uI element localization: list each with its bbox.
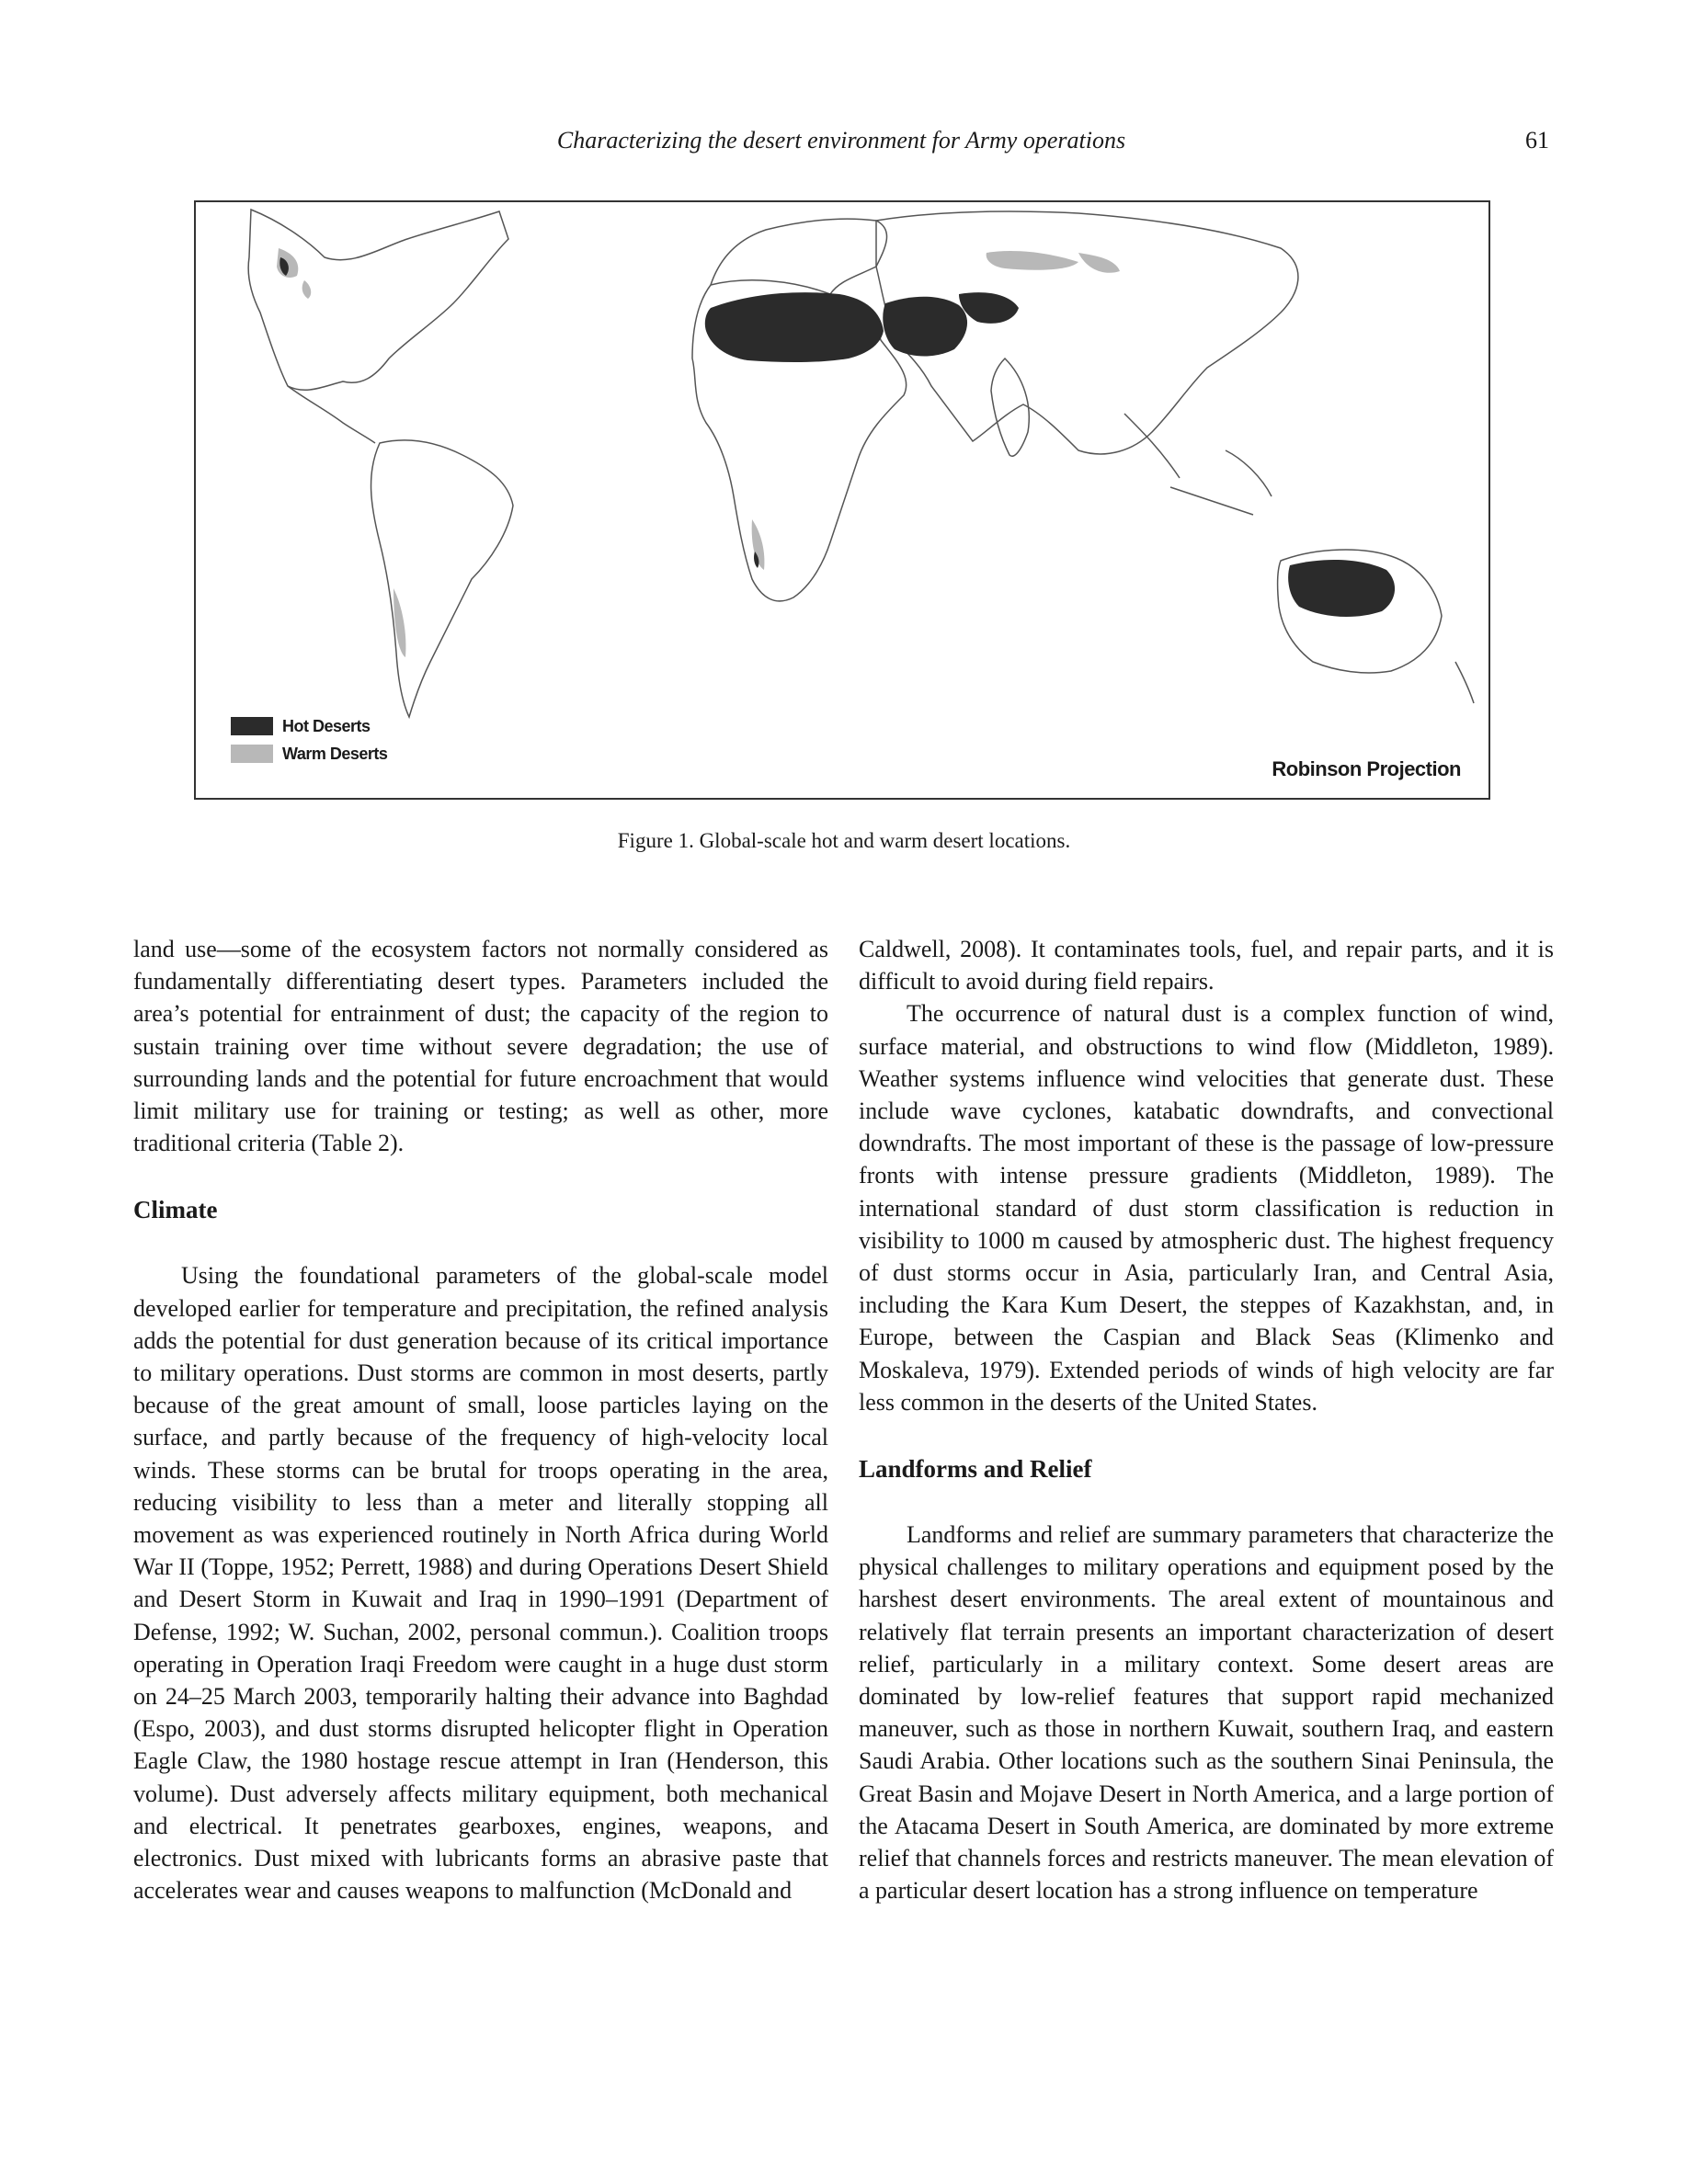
hot-desert-australia — [1288, 560, 1395, 617]
right-column — [859, 933, 1554, 1906]
hot-deserts — [279, 257, 1395, 617]
section-heading-landforms: Landforms and Relief — [859, 1455, 1092, 1484]
right-paragraph-2: The occurrence of natural dust is a complex function of wind, surface material, and obstructions to wind flow (Middleton, 1989). Weather systems influence wind velocities that generate dust. These include wave cyclones, katabatic downdrafts, and convectional downdrafts. The most important of these is the passage of low-pressure fronts with intense pressure gradients (Middleton, 1989). The international standard of dust storm classification is reduction in visibility to 1000 m caused by atmospheric dust. The highest frequency of dust storms occur in Asia, particularly Iran, and Central Asia, including the Kara Kum Desert, the steppes of Kazakhstan, and, in Europe, between the Caspian and Black Seas (Klimenko and Moskaleva, 1979). Extended periods of winds of high velocity are far less common in the deserts of the United States. — [859, 1000, 1554, 1416]
left-paragraph-2: Using the foundational parameters of the global-scale model developed earlier for temperature and precipitation, the refined analysis adds the potential for dust generation because of its critical importance to military operations. Dust storms are common in most deserts, partly because of the great amount of small, loose particles laying on the surface, and partly because of the frequency of high-velocity local winds. These storms can be brutal for troops operating in the area, reducing visibility to less than a meter and literally stopping all movement as was experienced routinely in North Africa during World War II (Toppe, 1952; Perrett, 1988) and during Operations Desert Shield and Desert Storm in Kuwait and Iraq in 1990–1991 (Department of Defense, 1992; W. Suchan, 2002, personal commun.). Coalition troops operating in Operation Iraqi Freedom were caught in a huge dust storm on 24–25 March 2003, temporarily halting their advance into Baghdad (Espo, 2003), and dust storms disrupted helicopter flight in Operation Eagle Claw, the 1980 hostage rescue attempt in Iran (Henderson, this volume). Dust adversely affects military equipment, both mechanical and electrical. It penetrates gearboxes, engines, weapons, and electronics. Dust mixed with lubricants forms an abrasive paste that accelerates wear and causes weapons to malfunction (McDonald and — [133, 1262, 828, 1905]
map-legend — [231, 712, 387, 768]
new-zealand-outline — [1455, 662, 1474, 703]
running-title: Characterizing the desert environment for Army operations — [556, 127, 1126, 154]
warm-desert-mexico — [302, 280, 312, 299]
hot-desert-arabia — [883, 297, 967, 357]
warm-desert-asia-east — [1078, 253, 1120, 273]
central-america-outline — [288, 386, 375, 443]
right-paragraph-3: Landforms and relief are summary parameters that characterize the physical challenges to military operations and equipment posed by the harshest desert environments. The areal extent of mountainous and relatively flat terrain presents an important characterization of desert relief, particularly in a military context. Some desert areas are dominated by low-relief features that support rapid mechanized maneuver, such as those in northern Kuwait, southern Iraq, and eastern Saudi Arabia. Other locations such as the southern Sinai Peninsula, the Great Basin and Mojave Desert in North America, and a large portion of the Atacama Desert in South America, are dominated by more extreme relief that channels forces and restricts maneuver. The mean elevation of a particular desert location has a strong influence on temperature — [859, 1521, 1554, 1905]
running-head — [133, 127, 1549, 164]
southeast-asia-outline — [1124, 414, 1272, 515]
hot-deserts-swatch — [231, 717, 273, 735]
legend-row-hot — [231, 712, 387, 740]
warm-deserts-label: Warm Deserts — [282, 744, 388, 763]
world-map — [196, 202, 1488, 798]
left-paragraph-1: land use—some of the ecosystem factors not normally considered as fundamentally differentiating desert types. Parameters included the area’s potential for entrainment of dust; the capacity of the region to sustain training over time without severe degradation; the use of surrounding lands and the potential for future encroachment that would limit military use for training or testing; as well as other, more traditional criteria (Table 2). — [133, 936, 828, 1157]
europe-outline — [711, 219, 887, 294]
page-number: 61 — [1525, 127, 1549, 154]
right-paragraph-1: Caldwell, 2008). It contaminates tools, fuel, and repair parts, and it is difficult to avoid during field repairs. — [859, 936, 1554, 995]
hot-desert-iran — [959, 292, 1019, 324]
projection-label: Robinson Projection — [1272, 757, 1461, 780]
north-america-outline — [248, 210, 508, 390]
india-outline — [991, 358, 1029, 456]
hot-deserts-label: Hot Deserts — [282, 716, 371, 735]
desert-map-figure — [194, 200, 1490, 800]
legend-row-warm — [231, 740, 387, 768]
left-column — [133, 933, 828, 1906]
section-heading-climate: Climate — [133, 1196, 218, 1224]
warm-desert-central-asia — [987, 251, 1078, 270]
warm-deserts-swatch — [231, 745, 273, 763]
continent-outlines — [248, 210, 1474, 717]
south-america-outline — [371, 440, 513, 717]
hot-desert-sahara — [705, 292, 884, 362]
figure-caption: Figure 1. Global-scale hot and warm desert locations. — [617, 829, 1071, 852]
